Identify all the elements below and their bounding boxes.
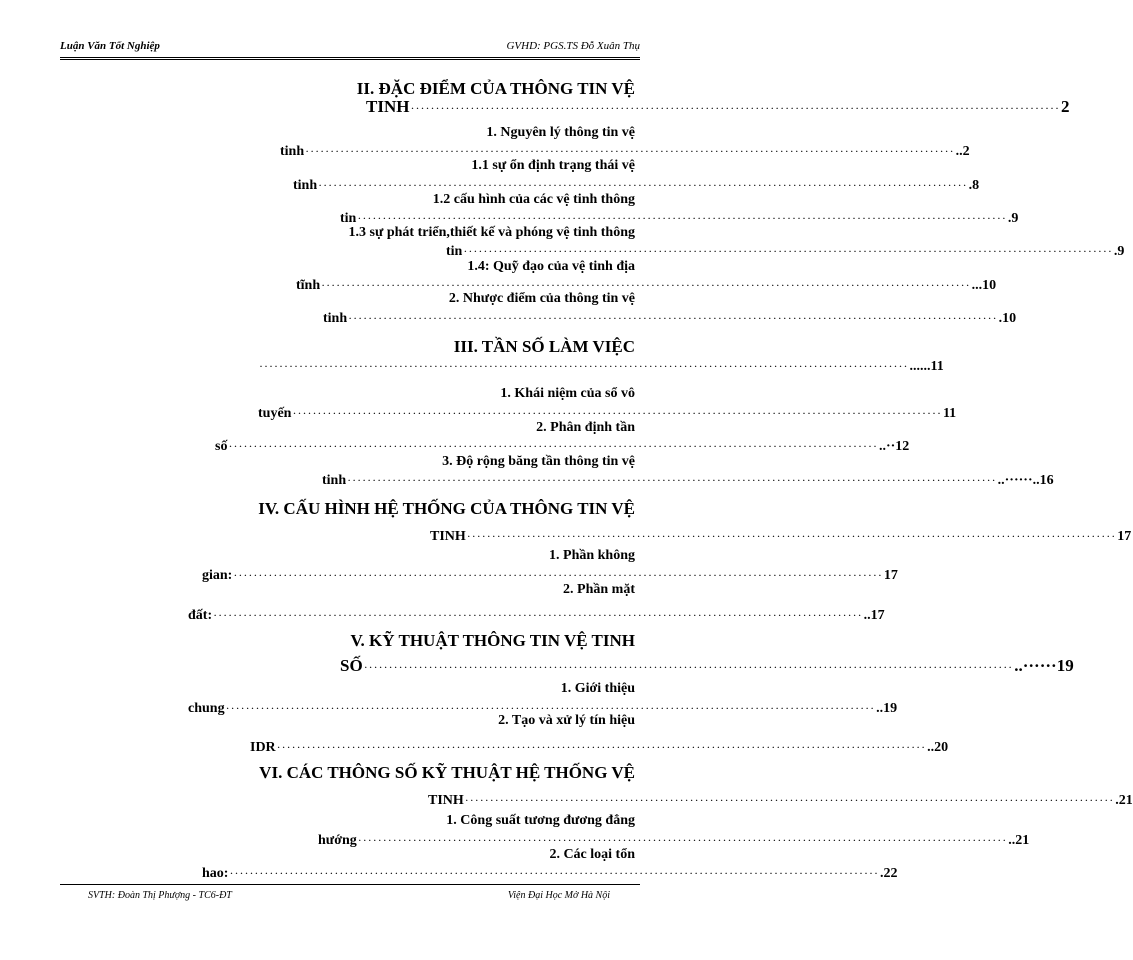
dot-leader: ·································································································································· bbox=[348, 311, 998, 325]
toc-word: tuyến bbox=[258, 406, 292, 421]
toc-item-title: 1.4: Quỹ đạo của vệ tinh địa bbox=[467, 259, 635, 274]
toc-item-title: 2. Tạo và xử lý tín hiệu bbox=[498, 713, 635, 728]
toc-word: chung bbox=[188, 701, 225, 716]
toc-word: hướng bbox=[318, 833, 357, 848]
toc-page-number: 2 bbox=[1060, 97, 1070, 116]
toc-page-number: 17 bbox=[1117, 529, 1132, 544]
toc-item-title: 1.2 cấu hình của các vệ tinh thông bbox=[432, 192, 635, 207]
dot-leader: ·································································································································· bbox=[357, 211, 1007, 225]
toc-page-number: 17 bbox=[883, 568, 898, 583]
toc-page-number: ..21 bbox=[1008, 833, 1030, 848]
toc-item-title: 1. Khái niệm của sổ vô bbox=[500, 386, 635, 401]
dot-leader: ·································································································································· bbox=[233, 568, 883, 582]
toc-page-number: .9 bbox=[1113, 244, 1125, 259]
dot-leader: ·································································································································· bbox=[229, 866, 879, 880]
toc-word: tinh bbox=[322, 473, 347, 488]
dot-leader: ·································································································································· bbox=[259, 359, 909, 373]
toc-page-number: ..17 bbox=[863, 608, 885, 623]
toc-item-title: 1. Giới thiệu bbox=[560, 681, 635, 696]
toc-page-number: .9 bbox=[1007, 211, 1019, 226]
header-right-text: GVHD: PGS.TS Đỗ Xuân Thụ bbox=[506, 40, 640, 52]
footer-right-text: Viện Đại Học Mở Hà Nội bbox=[507, 890, 610, 901]
dot-leader: ·································································································································· bbox=[276, 740, 927, 754]
toc-page-number: ......11 bbox=[909, 359, 944, 374]
toc-item-title: 2. Các loại tổn bbox=[549, 847, 635, 862]
dot-leader: ·································································································································· bbox=[466, 529, 1117, 543]
toc-item-title: 2. Nhược điểm của thông tin vệ bbox=[448, 291, 635, 306]
dot-leader: ·································································································································· bbox=[463, 244, 1113, 258]
dot-leader: ·································································································································· bbox=[228, 439, 878, 453]
toc-word: số bbox=[215, 439, 228, 454]
toc-word: tin bbox=[446, 244, 463, 259]
toc-section-3-title: III. TẦN SỐ LÀM VIỆC bbox=[453, 337, 635, 356]
toc-item-entry bbox=[323, 309, 1017, 328]
toc-page-number: 11 bbox=[942, 406, 957, 421]
toc-section-6-title: VI. CÁC THÔNG SỐ KỸ THUẬT HỆ THỐNG VỆ bbox=[259, 763, 635, 782]
toc-section-2-entry bbox=[366, 97, 1070, 117]
toc-page-number: .21 bbox=[1115, 793, 1133, 808]
toc-page-number: ..2 bbox=[955, 144, 970, 159]
toc-word: hao: bbox=[202, 866, 229, 881]
toc-word: gian: bbox=[202, 568, 233, 583]
toc-page-number: ..19 bbox=[876, 701, 898, 716]
toc-section-6-entry bbox=[428, 791, 1133, 810]
dot-leader: ·································································································································· bbox=[292, 406, 942, 420]
toc-page-number: ..······19 bbox=[1014, 656, 1074, 675]
toc-section-3-entry bbox=[258, 357, 944, 376]
toc-item-title: 3. Độ rộng băng tần thông tin vệ bbox=[442, 454, 635, 469]
toc-word: tinh bbox=[323, 311, 348, 326]
toc-item-title: 1. Nguyên lý thông tin vệ bbox=[486, 125, 635, 140]
toc-section-4-title: IV. CẤU HÌNH HỆ THỐNG CỦA THÔNG TIN VỆ bbox=[258, 499, 635, 518]
toc-word: tin bbox=[340, 211, 357, 226]
toc-item-title: 2. Phần mặt bbox=[563, 582, 635, 597]
header-left-text: Luận Văn Tốt Nghiệp bbox=[60, 40, 160, 52]
toc-item-title: 1.1 sự ổn định trạng thái vệ bbox=[471, 158, 635, 173]
dot-leader: ·································································································································· bbox=[305, 144, 955, 158]
toc-item-title: 1.3 sự phát triển,thiết kế và phóng vệ tinh thông bbox=[348, 225, 635, 240]
toc-section-5-entry bbox=[340, 656, 1074, 676]
toc-page-number: .22 bbox=[879, 866, 898, 881]
toc-section-5-title: V. KỸ THUẬT THÔNG TIN VỆ TINH bbox=[350, 631, 635, 650]
footer-divider bbox=[60, 884, 640, 885]
toc-word: TINH bbox=[366, 97, 410, 116]
toc-item-title: 1. Phần không bbox=[549, 548, 635, 563]
toc-page-number: ..······..16 bbox=[997, 473, 1054, 488]
dot-leader: ·································································································································· bbox=[318, 178, 968, 192]
toc-page-number: ..··12 bbox=[878, 439, 910, 454]
toc-page-number: ...10 bbox=[971, 278, 997, 293]
toc-page-number: ..20 bbox=[927, 740, 949, 755]
dot-leader: ·································································································································· bbox=[410, 101, 1060, 115]
dot-leader: ·································································································································· bbox=[357, 833, 1008, 847]
toc-item-entry bbox=[322, 471, 1054, 490]
toc-word: tinh bbox=[293, 178, 318, 193]
toc-item-entry bbox=[202, 864, 898, 883]
dot-leader: ·································································································································· bbox=[363, 660, 1014, 674]
footer-left-text: SVTH: Đoàn Thị Phượng - TC6-ĐT bbox=[88, 890, 232, 901]
toc-word: tĩnh bbox=[296, 278, 321, 293]
dot-leader: ·································································································································· bbox=[213, 608, 863, 622]
dot-leader: ·································································································································· bbox=[225, 701, 876, 715]
toc-item-entry bbox=[188, 606, 885, 625]
toc-word: TINH bbox=[430, 529, 466, 544]
dot-leader: ·································································································································· bbox=[321, 278, 971, 292]
toc-section-2-title: II. ĐẶC ĐIỂM CỦA THÔNG TIN VỆ bbox=[356, 79, 635, 98]
toc-word: đất: bbox=[188, 608, 213, 623]
toc-section-4-entry bbox=[430, 527, 1132, 546]
toc-item-entry bbox=[250, 738, 949, 757]
dot-leader: ·································································································································· bbox=[464, 793, 1115, 807]
dot-leader: ·································································································································· bbox=[347, 473, 997, 487]
toc-word: TINH bbox=[428, 793, 464, 808]
toc-page-number: .10 bbox=[998, 311, 1017, 326]
toc-item-title: 1. Công suất tương đương đẳng bbox=[446, 813, 635, 828]
toc-page-number: .8 bbox=[968, 178, 980, 193]
toc-item-title: 2. Phân định tần bbox=[536, 420, 635, 435]
toc-word: IDR bbox=[250, 740, 276, 755]
toc-word: SỐ bbox=[340, 656, 363, 675]
toc-word: tinh bbox=[280, 144, 305, 159]
